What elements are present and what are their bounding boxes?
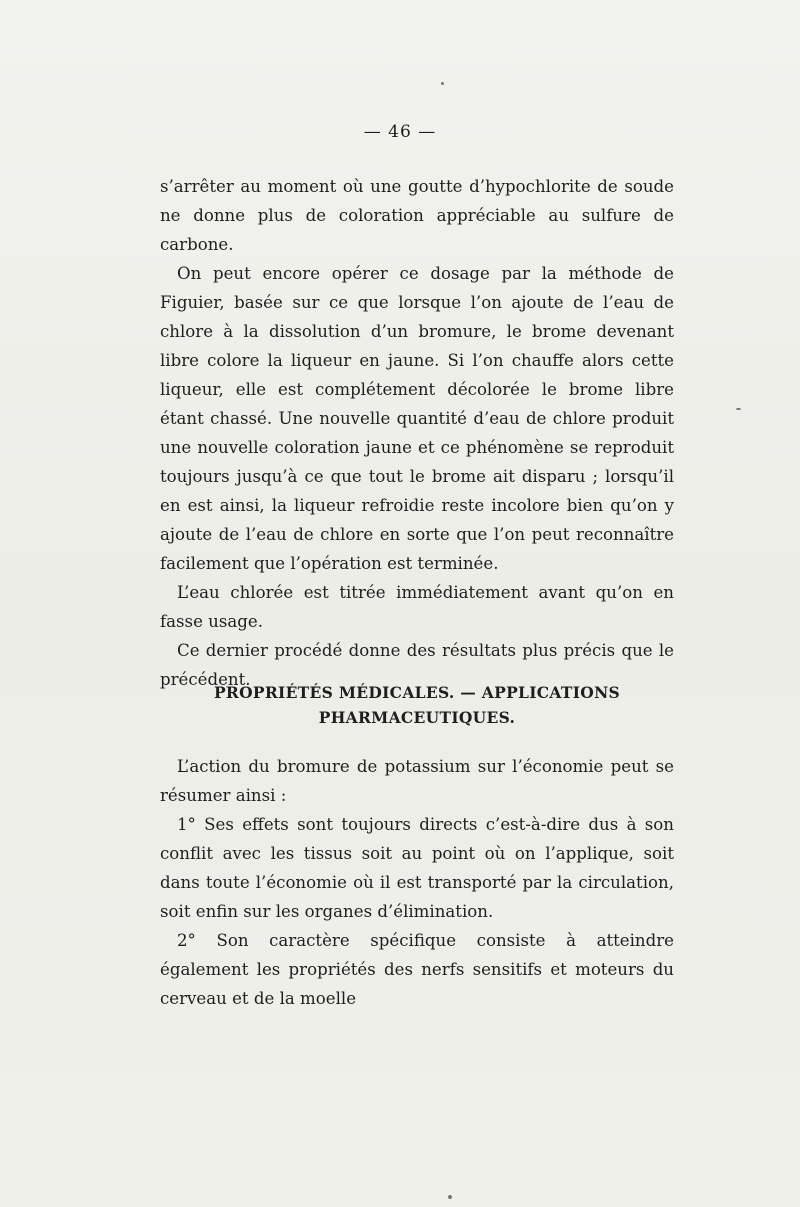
paragraph: L’eau chlorée est titrée immédiatement avant qu’on en fasse usage. (160, 583, 674, 631)
paper-speck (736, 408, 741, 410)
body-text-section-1 (160, 172, 674, 694)
paragraph: 2° Son caractère spécifique consiste à atteindre également les propriétés des nerfs sensitifs et moteurs du cerveau et de la moelle (160, 931, 674, 1008)
page-number: — 46 — (363, 122, 437, 142)
section-heading-line-2: PHARMACEUTIQUES. (318, 708, 516, 727)
paragraph: On peut encore opérer ce dosage par la méthode de Figuier, basée sur ce que lorsque l’on ajoute de l’eau de chlore à la dissolution d’un bromure, le brome devenant libre colore la liqueur en jaune. Si l’on chauffe alors cette liqueur, elle est complétement décolorée le brome libre étant chassé. Une nouvelle quantité d’eau de chlore produit une nouvelle coloration jaune et ce phénomène se reproduit toujours jusqu’à ce que tout le brome ait disparu ; lorsqu’il en est ainsi, la liqueur refroidie reste incolore bien qu’on y ajoute de l’eau de chlore en sorte que l’on peut reconnaître facilement que l’opération est terminée. (160, 264, 674, 573)
paper-speck (448, 1195, 452, 1199)
paragraph: Ce dernier procédé donne des résultats plus précis que le précédent. (160, 641, 674, 689)
section-heading-line-1: PROPRIÉTÉS MÉDICALES. — APPLICATIONS (213, 683, 621, 702)
paragraph: L’action du bromure de potassium sur l’économie peut se résumer ainsi : (160, 757, 674, 805)
paper-speck (441, 82, 444, 85)
body-text-section-2 (160, 752, 674, 1013)
paragraph: s’arrêter au moment où une goutte d’hypochlorite de soude ne donne plus de coloration appréciable au sulfure de carbone. (160, 177, 674, 254)
paragraph: 1° Ses effets sont toujours directs c’est-à-dire dus à son conflit avec les tissus soit au point où on l’applique, soit dans toute l’économie où il est transporté par la circulation, soit enfin sur les organes d’élimination. (160, 815, 674, 921)
section-heading (160, 680, 674, 730)
